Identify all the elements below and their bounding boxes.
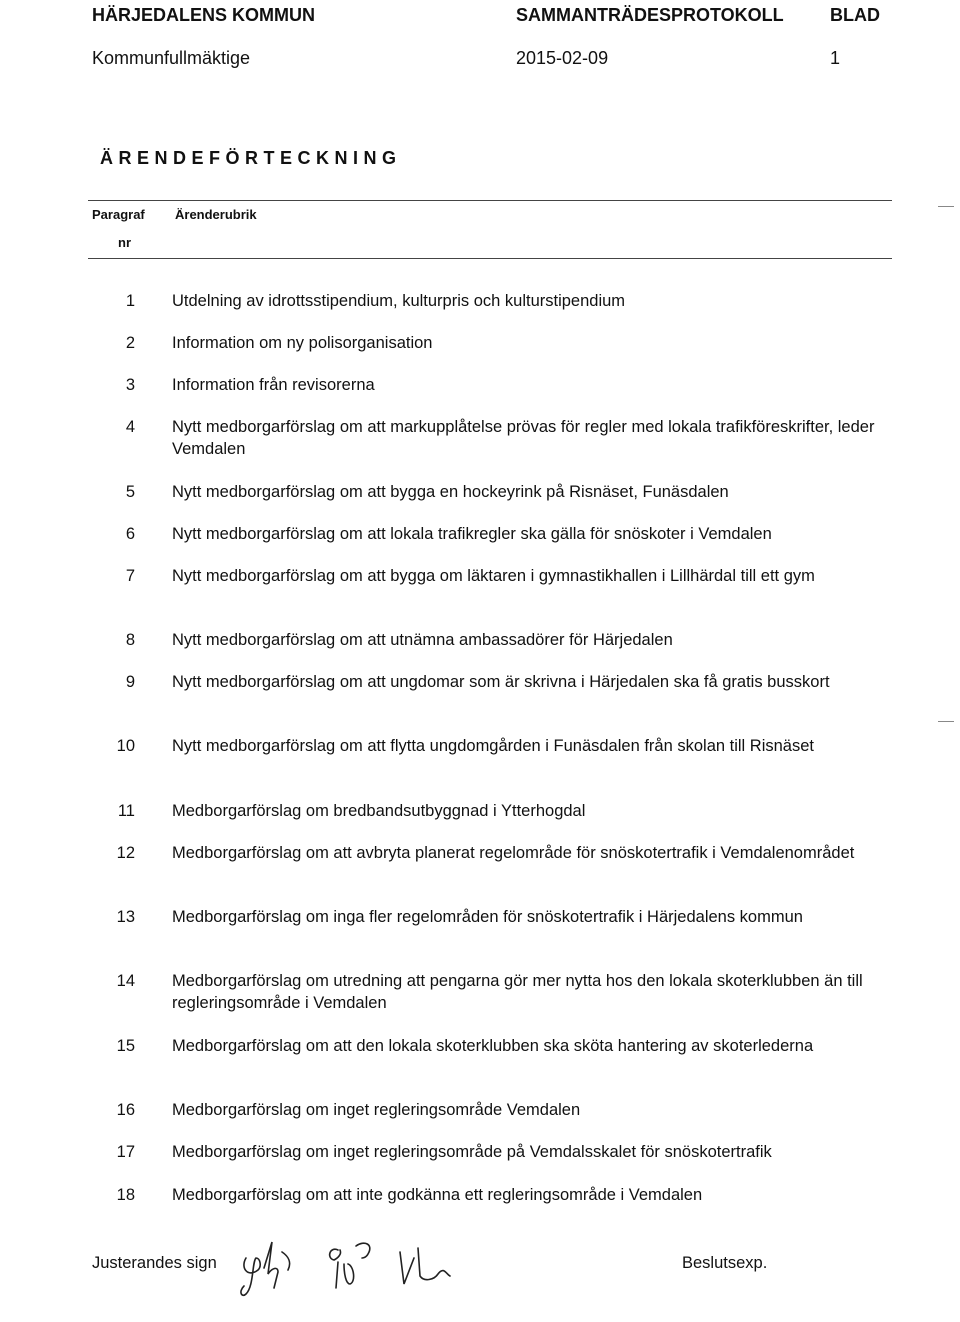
agenda-item-text: Nytt medborgarförslag om att flytta ungdomgården i Funäsdalen från skolan till Risnäset	[172, 737, 814, 755]
agenda-item-text: Nytt medborgarförslag om att lokala trafikregler ska gälla för snöskoter i Vemdalen	[172, 525, 772, 543]
agenda-item-text: Medborgarförslag om att inte godkänna ett regleringsområde i Vemdalen	[172, 1186, 703, 1204]
margin-mark	[938, 206, 954, 207]
agenda-item-number: 16	[116, 1101, 135, 1119]
justerandes-sign-label: Justerandes sign	[92, 1254, 217, 1272]
agenda-item-text: Medborgarförslag om inga fler regelområden för snöskotertrafik i Härjedalens kommun	[172, 908, 803, 926]
agenda-item-number: 3	[125, 376, 135, 394]
agenda-item-text: Nytt medborgarförslag om att utnämna ambassadörer för Härjedalen	[172, 631, 673, 649]
agenda-item-number: 17	[116, 1143, 135, 1161]
agenda-item-number: 12	[116, 844, 135, 862]
beslutsexp-label: Beslutsexp.	[682, 1254, 768, 1272]
agenda-item-text: Information om ny polisorganisation	[172, 334, 433, 352]
agenda-item-text: Nytt medborgarförslag om att bygga om läktaren i gymnastikhallen i Lillhärdal till ett gym	[172, 567, 815, 585]
agenda-item-text: Medborgarförslag om inget regleringsområde på Vemdalsskalet för snöskotertrafik	[172, 1143, 772, 1161]
meeting-body: Kommunfullmäktige	[92, 48, 251, 68]
agenda-item-number: 13	[116, 908, 135, 926]
column-header-paragraf: Paragraf	[92, 207, 145, 222]
agenda-item-text: Medborgarförslag om att den lokala skoterklubben ska sköta hantering av skoterlederna	[172, 1037, 814, 1055]
agenda-item-text: Medborgarförslag om bredbandsutbyggnad i Ytterhogdal	[172, 802, 586, 820]
agenda-item-number: 6	[125, 525, 135, 543]
agenda-item-text: Utdelning av idrottsstipendium, kulturpris och kulturstipendium	[172, 292, 626, 310]
document-title: ÄRENDEFÖRTECKNING	[100, 148, 402, 168]
agenda-item-number: 7	[125, 567, 135, 585]
agenda-item-text: Medborgarförslag om att avbryta planerat regelområde för snöskotertrafik i Vemdalenområdet	[172, 844, 855, 862]
agenda-item-number: 18	[116, 1186, 135, 1204]
agenda-item-number: 8	[125, 631, 135, 649]
margin-mark	[938, 721, 954, 722]
agenda-item-text: Medborgarförslag om utredning att pengarna gör mer nytta hos den lokala skoterklubben än till regleringsområde i Vemdalen	[172, 972, 863, 1012]
column-header-nr: nr	[118, 235, 131, 250]
agenda-item-text: Nytt medborgarförslag om att markupplåtelse prövas för regler med lokala trafikföreskrifter, leder Vemdalen	[172, 418, 875, 458]
page-number: 1	[830, 48, 841, 68]
column-header-arenderubrik: Ärenderubrik	[175, 207, 257, 222]
agenda-item-number: 11	[117, 802, 135, 820]
header-rule-bottom	[88, 258, 892, 259]
agenda-item-text: Nytt medborgarförslag om att ungdomar som är skrivna i Härjedalen ska få gratis busskort	[172, 673, 830, 691]
agenda-item-text: Medborgarförslag om inget regleringsområde Vemdalen	[172, 1101, 581, 1119]
blad-label: BLAD	[830, 5, 880, 25]
agenda-item-number: 4	[125, 418, 135, 436]
meeting-date: 2015-02-09	[516, 48, 609, 68]
document-type: SAMMANTRÄDESPROTOKOLL	[516, 5, 784, 25]
agenda-item-number: 1	[125, 292, 135, 310]
agenda-item-number: 2	[125, 334, 135, 352]
agenda-item-number: 10	[116, 737, 135, 755]
agenda-item-number: 9	[125, 673, 135, 691]
handwritten-signatures	[238, 1228, 478, 1300]
agenda-item-number: 5	[125, 483, 135, 501]
agenda-item-number: 15	[116, 1037, 135, 1055]
agenda-item-number: 14	[116, 972, 135, 990]
header-rule-top	[88, 200, 892, 201]
organization-name: HÄRJEDALENS KOMMUN	[92, 5, 316, 25]
agenda-item-text: Information från revisorerna	[172, 376, 375, 394]
agenda-item-text: Nytt medborgarförslag om att bygga en hockeyrink på Risnäset, Funäsdalen	[172, 483, 729, 501]
